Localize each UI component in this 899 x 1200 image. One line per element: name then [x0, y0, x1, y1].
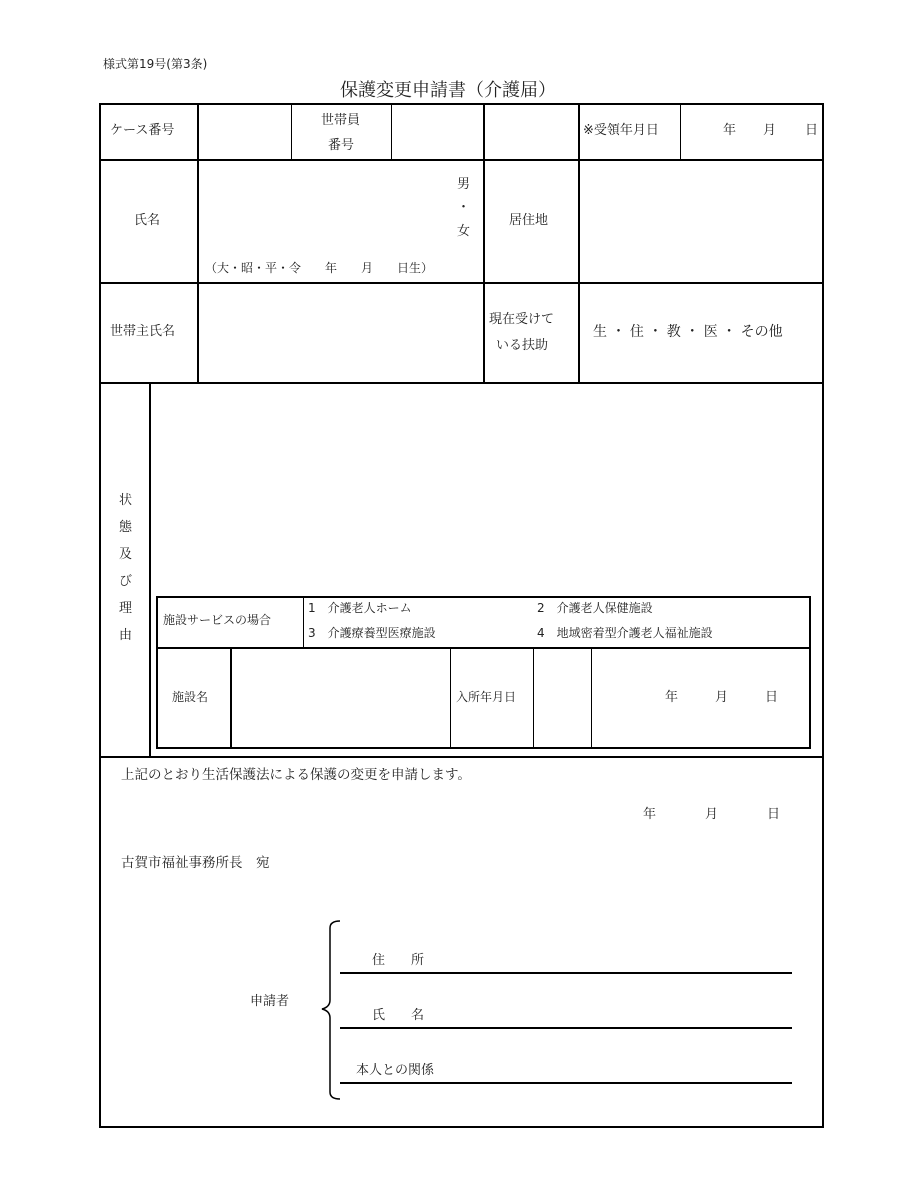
application-date-day: 日	[767, 807, 781, 822]
facility-option-3[interactable]: 3 介護療養型医療施設	[308, 626, 436, 640]
status-label-char-6: 由	[119, 628, 133, 643]
facility-option-2[interactable]: 2 介護老人保健施設	[537, 601, 653, 615]
received-date-label: ※受領年月日	[583, 123, 659, 138]
status-label-char-1: 状	[119, 493, 133, 508]
current-aid-label-2: いる扶助	[496, 338, 549, 353]
sex-separator: ・	[457, 200, 471, 215]
applicant-name-field[interactable]	[345, 999, 792, 1027]
facility-option-4[interactable]: 4 地域密着型介護老人福祉施設	[537, 626, 713, 640]
current-aid-label-1: 現在受けて	[489, 312, 555, 327]
applicant-address-underline	[340, 972, 792, 974]
facility-name-label: 施設名	[172, 690, 209, 704]
form-number: 様式第19号(第3条)	[103, 57, 208, 71]
page-title: 保護変更申請書（介護届）	[340, 80, 556, 101]
head-name-field[interactable]	[200, 285, 482, 381]
sex-female-option[interactable]: 女	[457, 224, 471, 239]
received-date-day: 日	[805, 123, 819, 138]
household-member-label-2: 番号	[328, 138, 355, 153]
applicant-address-field[interactable]	[345, 944, 792, 972]
status-label-char-5: 理	[119, 601, 133, 616]
facility-name-field[interactable]	[233, 650, 449, 746]
facility-service-label: 施設サービスの場合	[163, 613, 272, 627]
received-date-month: 月	[763, 123, 777, 138]
status-label-char-2: 態	[119, 520, 133, 535]
admission-date-month: 月	[715, 690, 729, 705]
residence-field[interactable]	[581, 162, 821, 281]
applicant-name-underline	[340, 1027, 792, 1029]
case-number-field[interactable]	[200, 106, 290, 158]
applicant-relation-field[interactable]	[345, 1054, 792, 1082]
name-field[interactable]	[200, 162, 450, 252]
head-name-label: 世帯主氏名	[110, 324, 176, 339]
residence-label: 居住地	[509, 213, 549, 228]
status-reason-field[interactable]	[153, 386, 819, 592]
admission-date-day: 日	[765, 690, 779, 705]
admission-date-label: 入所年月日	[456, 690, 517, 704]
sex-male-option[interactable]: 男	[457, 177, 471, 192]
declaration-text: 上記のとおり生活保護法による保護の変更を申請します。	[121, 767, 471, 783]
applicant-relation-label: 本人との関係	[356, 1063, 435, 1078]
application-date-month: 月	[705, 807, 719, 822]
admission-date-year: 年	[665, 690, 679, 705]
application-date-year: 年	[643, 807, 657, 822]
birth-date-line: （大・昭・平・令 年 月 日生）	[205, 261, 434, 275]
applicant-label: 申請者	[250, 994, 290, 1009]
name-label: 氏名	[134, 213, 161, 228]
applicant-name-label: 氏 名	[372, 1008, 425, 1023]
status-label-char-3: 及	[119, 547, 133, 562]
applicant-brace	[312, 918, 342, 1102]
applicant-relation-underline	[340, 1082, 792, 1084]
facility-option-1[interactable]: 1 介護老人ホーム	[308, 601, 412, 615]
case-number-label: ケース番号	[110, 123, 175, 138]
addressee-text: 古賀市福祉事務所長 宛	[121, 855, 270, 871]
aid-options[interactable]: 生 ・ 住 ・ 教 ・ 医 ・ その他	[593, 324, 783, 340]
household-member-label-1: 世帯員	[321, 113, 361, 128]
received-date-year: 年	[723, 123, 737, 138]
status-label-char-4: び	[119, 574, 133, 589]
applicant-address-label: 住 所	[372, 953, 425, 968]
household-member-number-field[interactable]	[393, 106, 482, 158]
